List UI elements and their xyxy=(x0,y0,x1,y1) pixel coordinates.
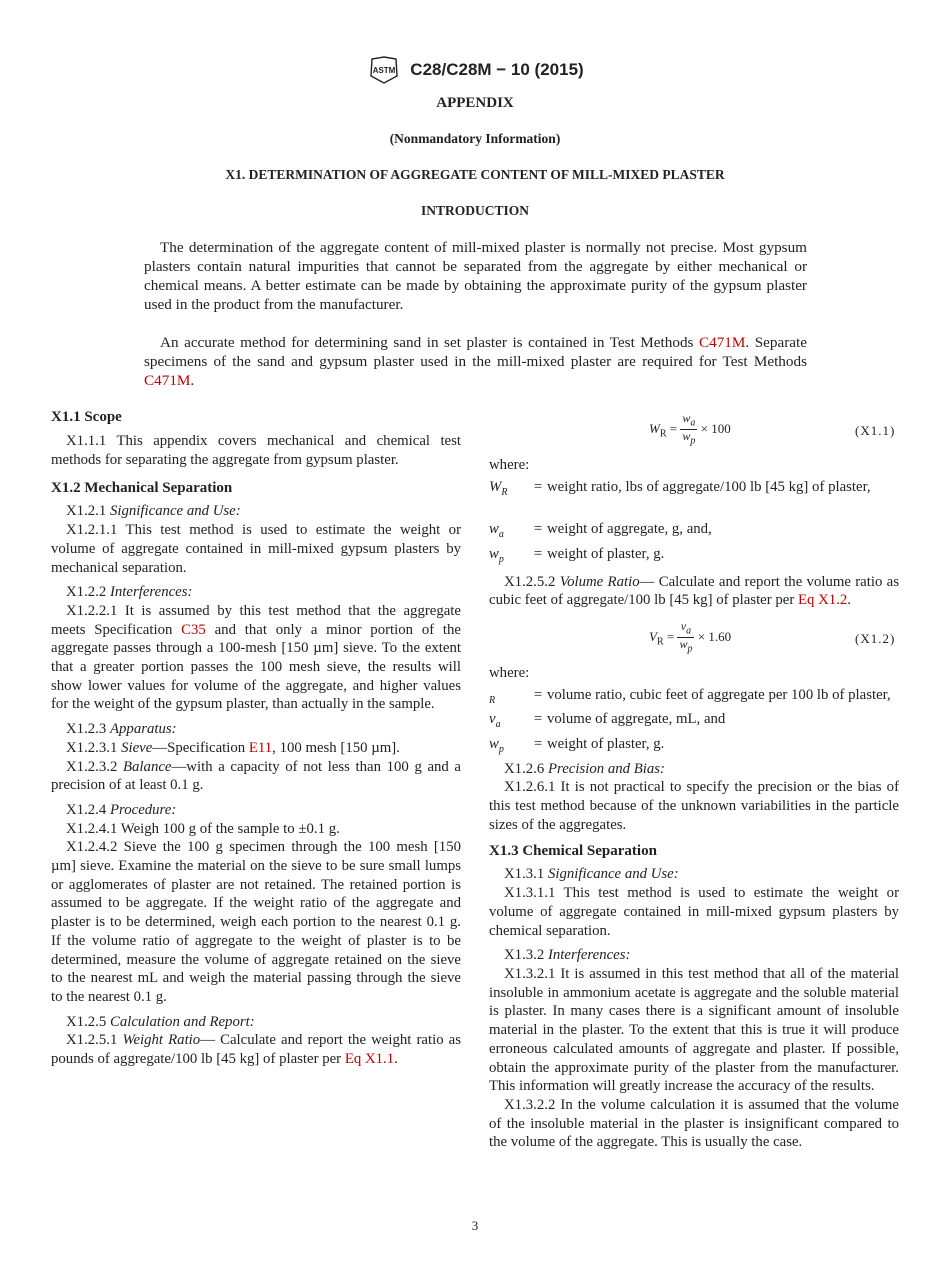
eq-x12-link[interactable]: Eq X1.2 xyxy=(797,592,848,609)
para-x124: X1.2.4 Procedure: xyxy=(66,801,177,818)
definitions-eq1 xyxy=(489,478,899,570)
e11-link[interactable]: E11 xyxy=(248,739,273,756)
para-x1252: X1.2.5.2 Volume Ratio— Calculate and report the volume ratio as cubic feet of aggregate/100 lb [45 kg] of plaster per Eq X1.2. xyxy=(489,573,899,609)
equation-x12: $V_R$ = $\frac{v_a}{w_p}$ × 1.60 (X1.2) xyxy=(649,619,896,655)
eq2-fraction: $\frac{v_a}{w_p}$ xyxy=(679,619,693,655)
where-label-2: where: xyxy=(489,665,530,681)
section-title: X1. DETERMINATION OF AGGREGATE CONTENT OF MILL-MIXED PLASTER xyxy=(225,167,725,182)
para-x1221: X1.2.2.1 It is assumed by this test method that the aggregate meets Specification C35 and that only a minor portion of the aggregate passes through a 100-mesh [150 µm] sieve. To the extent that a greater portion passes the 100 mesh sieve, the results will show lower values for volume of the aggregate, and higher values for the weight of the gypsum plaster, than actually in the sample. xyxy=(51,602,462,713)
introduction xyxy=(144,238,807,390)
page-number: 3 xyxy=(471,1218,479,1233)
right-column-bottom xyxy=(489,664,899,1152)
eq1-fraction: $\frac{w_a}{w_p}$ xyxy=(682,411,696,447)
para-x111: X1.1.1 This appendix covers mechanical and chemical test methods for separating the aggregate from gypsum plaster. xyxy=(51,433,461,468)
intro-heading: INTRODUCTION xyxy=(420,203,529,218)
equation-x11: $W_R$ = $\frac{w_a}{w_p}$ × 100 (X1.1) xyxy=(649,411,896,447)
para-x1261: X1.2.6.1 It is not practical to specify the precision or the bias of this test method because of the unknown variabilities in the particle sizes of the aggregates. xyxy=(489,779,899,833)
para-x132: X1.3.2 Interferences: xyxy=(504,947,631,964)
para-x1311: X1.3.1.1 This test method is used to estimate the weight or volume of aggregate contained in mill-mixed gypsum plasters by chemical separation. xyxy=(489,885,899,939)
svg-text:ASTM: ASTM xyxy=(372,66,396,75)
para-x1242: X1.2.4.2 Sieve the 100 g specimen through the 100 mesh [150 µm] sieve. Examine the material on the sieve to be sure small lumps or agglomerates of plaster are not retained. The retained portion is assumed to be aggregate. If the weight ratio of the aggregate and plaster is to be determined, weigh each portion to the nearest 0.1 g. If the volume ratio of aggregate to the weight of plaster is to be determined, measure the volume of aggregate retained on the sieve to the nearest mL and weigh the material passing through the sieve to the nearest 0.1 g. xyxy=(51,839,461,1005)
para-x123: X1.2.3 Apparatus: xyxy=(66,721,177,738)
appendix-title: APPENDIX xyxy=(436,95,514,111)
c35-link[interactable]: C35 xyxy=(181,621,206,638)
c471m-link-2[interactable]: C471M xyxy=(144,372,191,389)
eq1-label: (X1.1) xyxy=(855,423,896,438)
para-x1322: X1.3.2.2 In the volume calculation it is assumed that the volume of the insoluble material in the plaster is insignificant compared to the volume of the aggregate. This is usually the case. xyxy=(489,1096,899,1151)
mechanical-separation-heading: X1.2 Mechanical Separation xyxy=(51,480,233,497)
scope-heading: X1.1 Scope xyxy=(51,409,122,425)
chemical-separation-heading: X1.3 Chemical Separation xyxy=(489,843,657,860)
definition-row: $w_p$ = weight of plaster, g. xyxy=(489,546,665,565)
c471m-link[interactable]: C471M xyxy=(698,334,746,351)
standard-code: C28/C28M − 10 (2015) xyxy=(410,60,584,79)
definition-row: $_R$ = volume ratio, cubic feet of aggregate per 100 lb of plaster, xyxy=(489,686,891,706)
para-x1321: X1.3.2.1 It is assumed in this test method that all of the material insoluble in ammonium acetate is aggregate and the soluble material is plaster. In many cases there is a significant amount of insoluble material in the plaster. To the extent that this is true it will produce erroneous calculated amounts of aggregate and plaster. If possible, obtain the approximate purity of the plaster from the manufacturer. This information will greatly increase the accuracy of the results. xyxy=(489,966,899,1095)
eq2-label: (X1.2) xyxy=(855,631,896,646)
definition-row: $w_p$ = weight of plaster, g. xyxy=(489,736,665,755)
para-x122: X1.2.2 Interferences: xyxy=(66,584,193,601)
eq2-factor: × 1.60 xyxy=(697,628,732,644)
para-x1251: X1.2.5.1 Weight Ratio— Calculate and report the weight ratio as pounds of aggregate/100 lb [45 kg] of plaster per Eq X1.1. xyxy=(51,1032,462,1068)
where-label-1: where: xyxy=(489,457,530,473)
para-x1211: X1.2.1.1 This test method is used to estimate the weight or volume of aggregate contained in mill-mixed gypsum plasters by mechanical separation. xyxy=(51,522,461,576)
eq2-lhs-sub: R xyxy=(656,636,664,648)
para-x126: X1.2.6 Precision and Bias: xyxy=(504,760,665,777)
eq1-factor: × 100 xyxy=(700,420,731,436)
para-x131: X1.3.1 Significance and Use: xyxy=(504,866,679,883)
eq1-lhs-sub: R xyxy=(659,428,667,440)
definitions-eq2 xyxy=(489,686,899,760)
definition-row: $v_a$ = volume of aggregate, mL, and xyxy=(489,711,726,731)
para-x1231: X1.2.3.1 Sieve—Specification E11, 100 mesh [150 µm]. xyxy=(66,739,400,756)
intro-paragraph-2: An accurate method for determining sand in set plaster is contained in Test Methods C471M. Separate specimens of the sand and gypsum plaster used in the mill-mixed plaster are required for Test Methods C471M. xyxy=(144,334,808,389)
right-column-top xyxy=(489,456,899,610)
definition-row: $W_R$ = weight ratio, lbs of aggregate/100 lb [45 kg] of plaster, xyxy=(489,478,871,498)
para-x121: X1.2.1 Significance and Use: xyxy=(66,503,241,520)
intro-paragraph-1: The determination of the aggregate content of mill-mixed plaster is normally not precise. Most gypsum plasters contain natural impurities that cannot be separated from the aggregate by either mechanical or chemical means. A better estimate can be made by obtaining the approximate purity of the gypsum plaster used in the product from the manufacturer. xyxy=(144,239,807,313)
para-x1241: X1.2.4.1 Weigh 100 g of the sample to ±0.1 g. xyxy=(66,820,340,837)
para-x1232: X1.2.3.2 Balance—with a capacity of not less than 100 g and a precision of at least 0.1 g. xyxy=(51,758,462,794)
eq1-lhs: W xyxy=(649,420,660,436)
left-column xyxy=(51,408,461,1069)
page-header xyxy=(0,56,950,84)
eq2-lhs: V xyxy=(649,628,657,644)
definition-row: $w_a$ = weight of aggregate, g, and, xyxy=(489,521,712,541)
para-x125: X1.2.5 Calculation and Report: xyxy=(66,1013,255,1030)
nonmandatory-label: (Nonmandatory Information) xyxy=(389,131,561,146)
eq-x11-link[interactable]: Eq X1.1 xyxy=(344,1051,395,1068)
astm-logo-icon xyxy=(366,56,402,84)
